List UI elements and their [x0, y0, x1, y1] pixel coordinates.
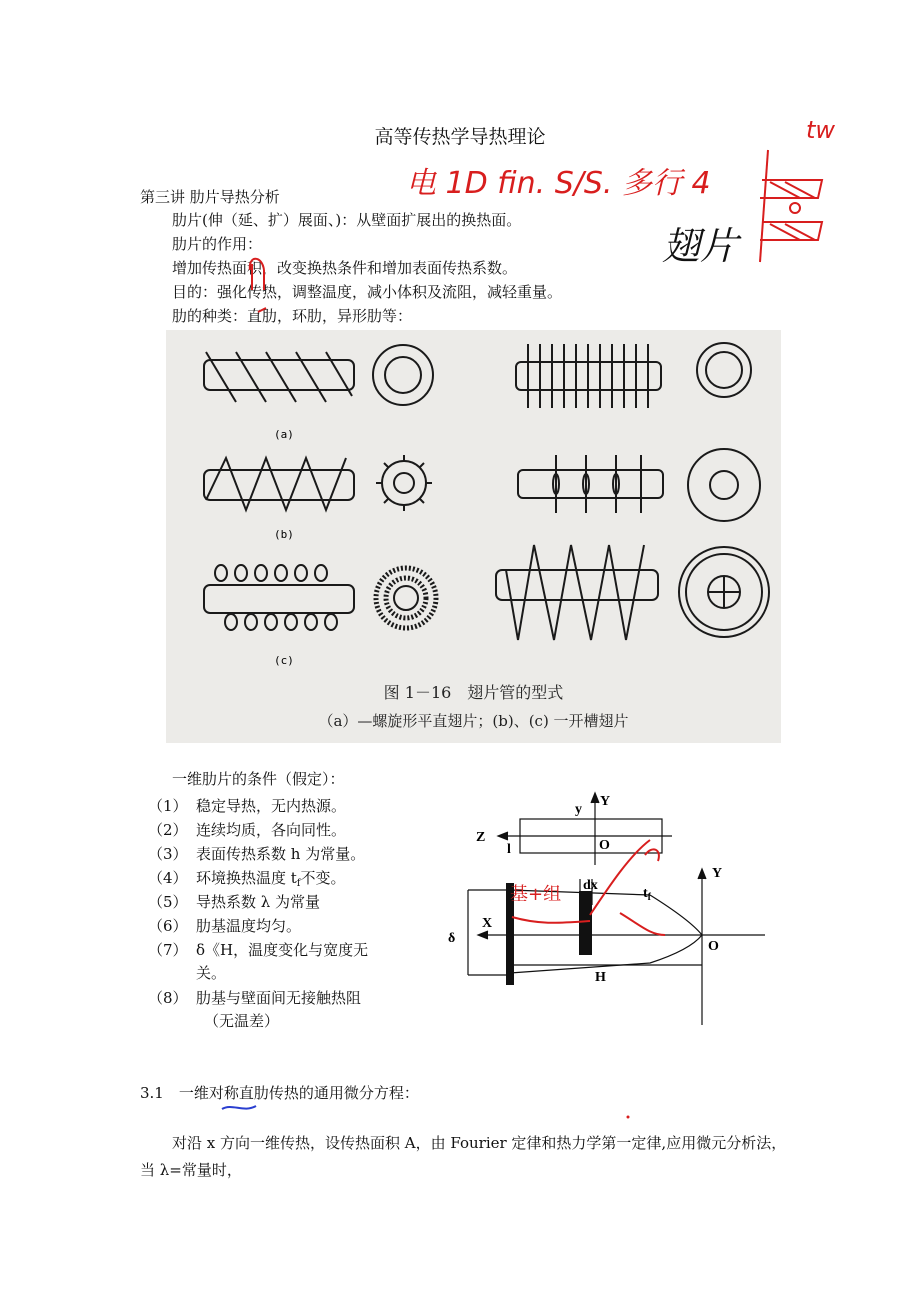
condition-number: （2） [148, 821, 188, 839]
document-title: 高等传热学导热理论 [374, 126, 546, 148]
figure-caption: 图 1－16 翅片管的型式 [383, 683, 564, 702]
handwritten-note-base: 基+组 [510, 884, 562, 905]
subsection-body: 对沿 x 方向一维传热，设传热面积 A，由 Fourier 定律和热力学第一定律,应用微元分析法，当 λ=常量时， [140, 1134, 787, 1179]
fin-function-heading: 肋片的作用： [172, 235, 263, 253]
label-z: Z [476, 830, 486, 845]
conditions-heading: 一维肋片的条件（假定）： [172, 770, 345, 788]
handwritten-note-fin: 电 1D fin. S/S. 多行 4 [406, 166, 711, 201]
condition-number: （1） [148, 797, 188, 815]
fin-definition: 肋片(伸（延、扩）展面、)：从壁面扩展出的换热面。 [172, 211, 522, 229]
condition-number: （3） [148, 845, 188, 863]
condition-text: 肋基温度均匀。 [196, 917, 302, 935]
blue-underline [222, 1106, 256, 1109]
hatched-wall-sketch [760, 150, 822, 262]
condition-7-continued: 关。 [196, 964, 227, 982]
handwritten-note-tw: tw [806, 116, 836, 144]
figure-label-b: (b) [274, 528, 294, 541]
figure-subcaption: （a）—螺旋形平直翅片；(b)、(c) 一开槽翅片 [318, 712, 629, 730]
handwritten-marks [250, 259, 266, 312]
fin-purpose: 目的：强化传热，调整温度，减小体积及流阻，减轻重量。 [172, 283, 563, 301]
label-y-small: y [575, 802, 582, 817]
condition-text: 连续均质，各向同性。 [196, 821, 347, 839]
section-title: 第三讲 肋片导热分析 [140, 188, 280, 206]
label-y-upper: Y [600, 794, 611, 809]
label-h: H [595, 970, 606, 985]
label-dx: dx [583, 878, 598, 893]
label-y-right: Y [712, 866, 723, 881]
condition-number: （7） [148, 941, 188, 959]
condition-text: δ《H，温度变化与宽度无 [196, 941, 369, 959]
condition-text: 表面传热系数 h 为常量。 [196, 845, 366, 863]
fin-function-text: 增加传热面积，改变换热条件和增加表面传热系数。 [172, 259, 518, 277]
handwritten-note-wing: 翅片 [662, 224, 739, 268]
label-tf: $t_f$ [643, 886, 652, 903]
fin-types: 肋的种类：直肋，环肋，异形肋等： [172, 307, 413, 325]
label-x: X [482, 916, 493, 931]
label-o-upper: O [599, 838, 610, 853]
condition-number: （4） [148, 869, 188, 887]
condition-number: （5） [148, 893, 188, 911]
label-l: l [507, 842, 511, 857]
label-delta: δ [448, 931, 456, 946]
subsection-title: 3.1 一维对称直肋传热的通用微分方程： [140, 1084, 419, 1102]
condition-text: 环境换热温度 $t_f$不变。 [196, 869, 346, 889]
condition-number: （6） [148, 917, 188, 935]
figure-label-a: (a) [274, 428, 294, 441]
figure-label-c: (c) [274, 654, 294, 667]
label-o-lower: O [708, 939, 719, 954]
condition-number: （8） [148, 989, 188, 1007]
condition-text: 导热系数 λ 为常量 [196, 893, 321, 911]
red-dot [627, 1116, 630, 1119]
condition-8-continued: （无温差） [204, 1012, 280, 1030]
condition-text: 肋基与壁面间无接触热阻 [196, 989, 362, 1007]
condition-text: 稳定导热，无内热源。 [196, 797, 347, 815]
